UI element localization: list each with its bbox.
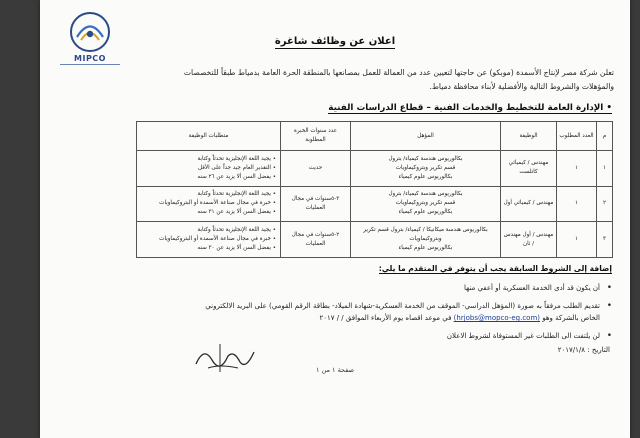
table-row <box>137 151 613 187</box>
row-qualification <box>351 222 501 258</box>
jobs-table <box>136 121 613 258</box>
row-qualification <box>351 186 501 222</box>
qualification-line: بكالوريوس علوم كيمياء <box>398 245 453 252</box>
page-title <box>40 36 630 47</box>
document-date: التاريخ : ٢٠١٧/١/٨ <box>557 346 610 354</box>
condition-item: • لن يلتفت الى الطلبات غير المستوفاة لشروط الاعلان <box>82 330 612 342</box>
page-number: صفحة ١ من ١ <box>315 366 355 374</box>
document-page <box>40 0 630 438</box>
row-requirements <box>137 186 281 222</box>
requirement-item: • خبرة في مجال صناعة الأسمدة أو البتروكيماويات <box>139 235 276 244</box>
table-row <box>137 186 613 222</box>
requirement-item: • خبرة في مجال صناعة الأسمدة أو البتروكيماويات <box>139 199 276 208</box>
requirement-item: • يجيد اللغة الإنجليزية تحدثاً وكتابة <box>139 190 276 199</box>
header-qualification: المؤهل <box>351 122 501 151</box>
row-requirements <box>137 151 281 187</box>
qualification-line: قسم تكرير وبتروكيماويات <box>395 200 456 207</box>
requirement-item: • يفضل السن ألا يزيد عن ٣١ سنه <box>139 208 276 217</box>
header-num: م <box>597 122 613 151</box>
section-heading-text: • الإدارة العامة للتخطيط والخدمات الفنية – قطاع الدراسات الفنية <box>328 103 612 113</box>
requirement-item: • التقدير العام جيد جداً على الأقل <box>139 164 276 173</box>
conditions-heading-text: إضافة إلى الشروط السابقة يجب أن يتوفر في المتقدم ما يلي: <box>378 264 612 273</box>
qualification-line: قسم تكرير وبتروكيماويات <box>395 164 456 171</box>
row-experience: ٣-٥سنوات في مجال العمليات <box>281 186 351 222</box>
conditions-heading <box>72 264 612 273</box>
header-divider <box>60 64 120 65</box>
condition-item: • أن يكون قد أدى الخدمة العسكرية أو أعفي منها <box>82 282 612 294</box>
table-row <box>137 222 613 258</box>
condition-text: تقديم الطلب مرفقاً به صورة (المؤهل الدراسي- الموقف من الخدمة العسكرية-شهادة الميلاد- بطاقة الرقم القومي) على البريد الالكتروني <box>205 302 600 310</box>
header-requirements: متطلبات الوظيفة <box>137 122 281 151</box>
header-experience: عدد سنوات الخبرة المطلوبة <box>281 122 351 151</box>
qualification-line: بكالوريوس هندسة ميكانيكا / كيمياء/ بترول قسم تكرير <box>363 227 488 234</box>
email-suffix: في موعد اقصاه يوم الأربعاء الموافق / / ٢٠١٧ <box>319 314 452 322</box>
requirement-item: • يفضل السن ألا يزيد عن ٣٠ سنه <box>139 244 276 253</box>
page-title-text: اعلان عن وظائف شاغرة <box>274 36 396 47</box>
row-count: ١ <box>557 186 597 222</box>
row-experience: ٢-٥سنوات في مجال العمليات <box>281 222 351 258</box>
intro-line-2: والمؤهلات والشروط التالية والأفضلية لأبناء محافظة دمياط. <box>429 82 614 91</box>
row-num: ٣ <box>597 222 613 258</box>
row-qualification <box>351 151 501 187</box>
logo-text: MIPCO <box>74 54 106 63</box>
row-experience: حديث <box>281 151 351 187</box>
section-heading <box>72 103 612 113</box>
requirement-item: • يفضل السن ألا يزيد عن ٢٦ سنه <box>139 173 276 182</box>
requirement-item: • يجيد اللغة الإنجليزية تحدثاً وكتابة <box>139 155 276 164</box>
intro-line-1: تعلن شركة مصر لإنتاج الأسمدة (موبكو) عن حاجتها لتعيين عدد من العمالة للعمل بمصانعها بالمنطقة الحرة العامة بدمياط طبقاً للتخصصات <box>183 68 614 77</box>
requirement-item: • يجيد اللغة الإنجليزية تحدثاً وكتابة <box>139 226 276 235</box>
qualification-line: بكالوريوس علوم كيمياء <box>398 209 453 216</box>
email-prefix: الخاص بالشركة وهو <box>542 314 600 322</box>
header-job: الوظيفة <box>501 122 557 151</box>
qualification-line: وبتروكيماويات <box>409 236 442 243</box>
row-num: ١ <box>597 151 613 187</box>
condition-item <box>82 300 612 324</box>
row-count: ١ <box>557 222 597 258</box>
company-logo-icon <box>68 10 112 54</box>
qualification-line: بكالوريوس هندسة كيمياء/ بترول <box>388 155 463 162</box>
conditions-list <box>82 282 612 342</box>
row-job: مهندس / أول مهندس / ثان <box>501 222 557 258</box>
header-count: العدد المطلوب <box>557 122 597 151</box>
row-count: ١ <box>557 151 597 187</box>
row-job: مهندس / كيميائي أول <box>501 186 557 222</box>
row-num: ٢ <box>597 186 613 222</box>
row-job: مهندس / كيميائي كاتلست <box>501 151 557 187</box>
email-link[interactable]: (hrjobs@mopco-eg.com) <box>453 314 541 322</box>
qualification-line: بكالوريوس هندسة كيمياء/ بترول <box>388 191 463 198</box>
row-requirements <box>137 222 281 258</box>
qualification-line: بكالوريوس علوم كيمياء <box>398 173 453 180</box>
table-header-row <box>137 122 613 151</box>
